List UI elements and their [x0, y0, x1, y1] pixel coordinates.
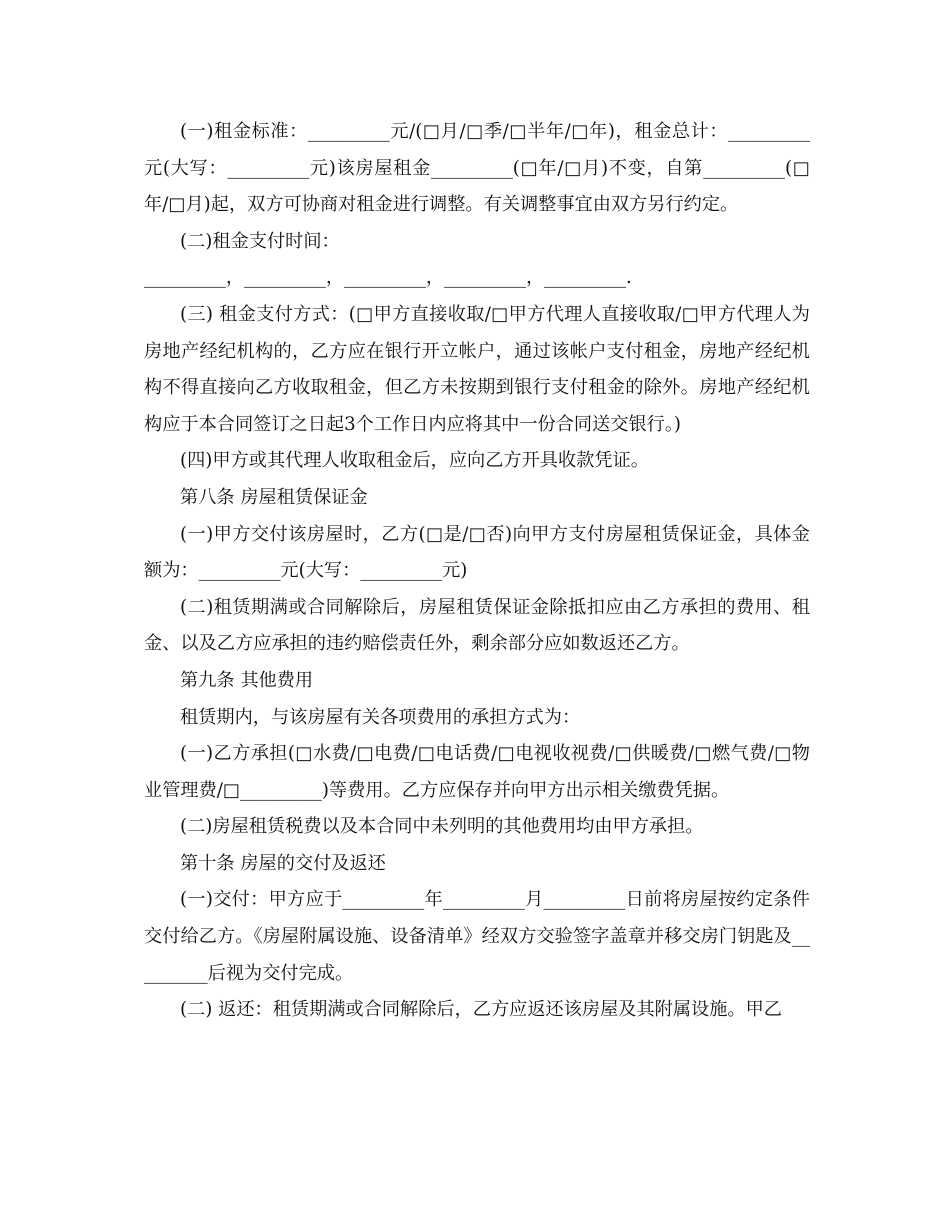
- clause-deposit-return: (二)租赁期满或合同解除后，房屋租赁保证金除抵扣应由乙方承担的费用、租金、以及乙方应承担的违约赔偿责任外，剩余部分应如数返还乙方。: [144, 596, 810, 655]
- clause-rent-payment-method: (三) 租金支付方式：(□甲方直接收取/□甲方代理人直接收取/□甲方代理人为房地产经纪机构的，乙方应在银行开立帐户，通过该帐户支付租金，房地产经纪机构不得直接向乙方收取租金，但乙方未按期到银行支付租金的除外。房地产经纪机构应于本合同签订之日起3个工作日内应将其中一份合同送交银行。): [144, 303, 810, 435]
- clause-rent-receipt: (四)甲方或其代理人收取租金后，应向乙方开具收款凭证。: [180, 450, 649, 472]
- clause-rent-standard: (一)租金标准：_________元/(□月/□季/□半年/□年)，租金总计：_________元(大写：_________元)该房屋租金_________(□年/□月)不变，自第_________(□年/□月)起，双方可协商对租金进行调整。有关调整事宜由双方另行约定。: [144, 121, 810, 216]
- clause-delivery: (一)交付：甲方应于_________年_________月_________日前将房屋按约定条件交付给乙方。《房屋附属设施、设备清单》经双方交验签字盖章并移交房门钥匙及_________后视为交付完成。: [144, 889, 810, 984]
- clause-return: (二) 返还：租赁期满或合同解除后，乙方应返还该房屋及其附属设施。甲乙: [180, 999, 782, 1021]
- article-8-heading: 第八条 房屋租赁保证金: [180, 486, 368, 508]
- clause-landlord-fees: (二)房屋租赁税费以及本合同中未列明的其他费用均由甲方承担。: [180, 816, 704, 838]
- clause-tenant-fees: (一)乙方承担(□水费/□电费/□电话费/□电视收视费/□供暖费/□燃气费/□物业管理费/□_________)等费用。乙方应保存并向甲方出示相关缴费凭据。: [144, 743, 810, 801]
- clause-rent-payment-time: (二)租金支付时间：: [180, 230, 340, 252]
- article-10-heading: 第十条 房屋的交付及返还: [180, 852, 386, 874]
- article-9-heading: 第九条 其他费用: [180, 669, 314, 691]
- clause-fees-intro: 租赁期内，与该房屋有关各项费用的承担方式为：: [180, 706, 581, 728]
- clause-deposit-amount: (一)甲方交付该房屋时，乙方(□是/□否)向甲方支付房屋租赁保证金，具体金额为：_________元(大写：_________元): [144, 523, 810, 582]
- payment-time-blanks: _________，_________，_________，_________，_________.: [144, 267, 632, 289]
